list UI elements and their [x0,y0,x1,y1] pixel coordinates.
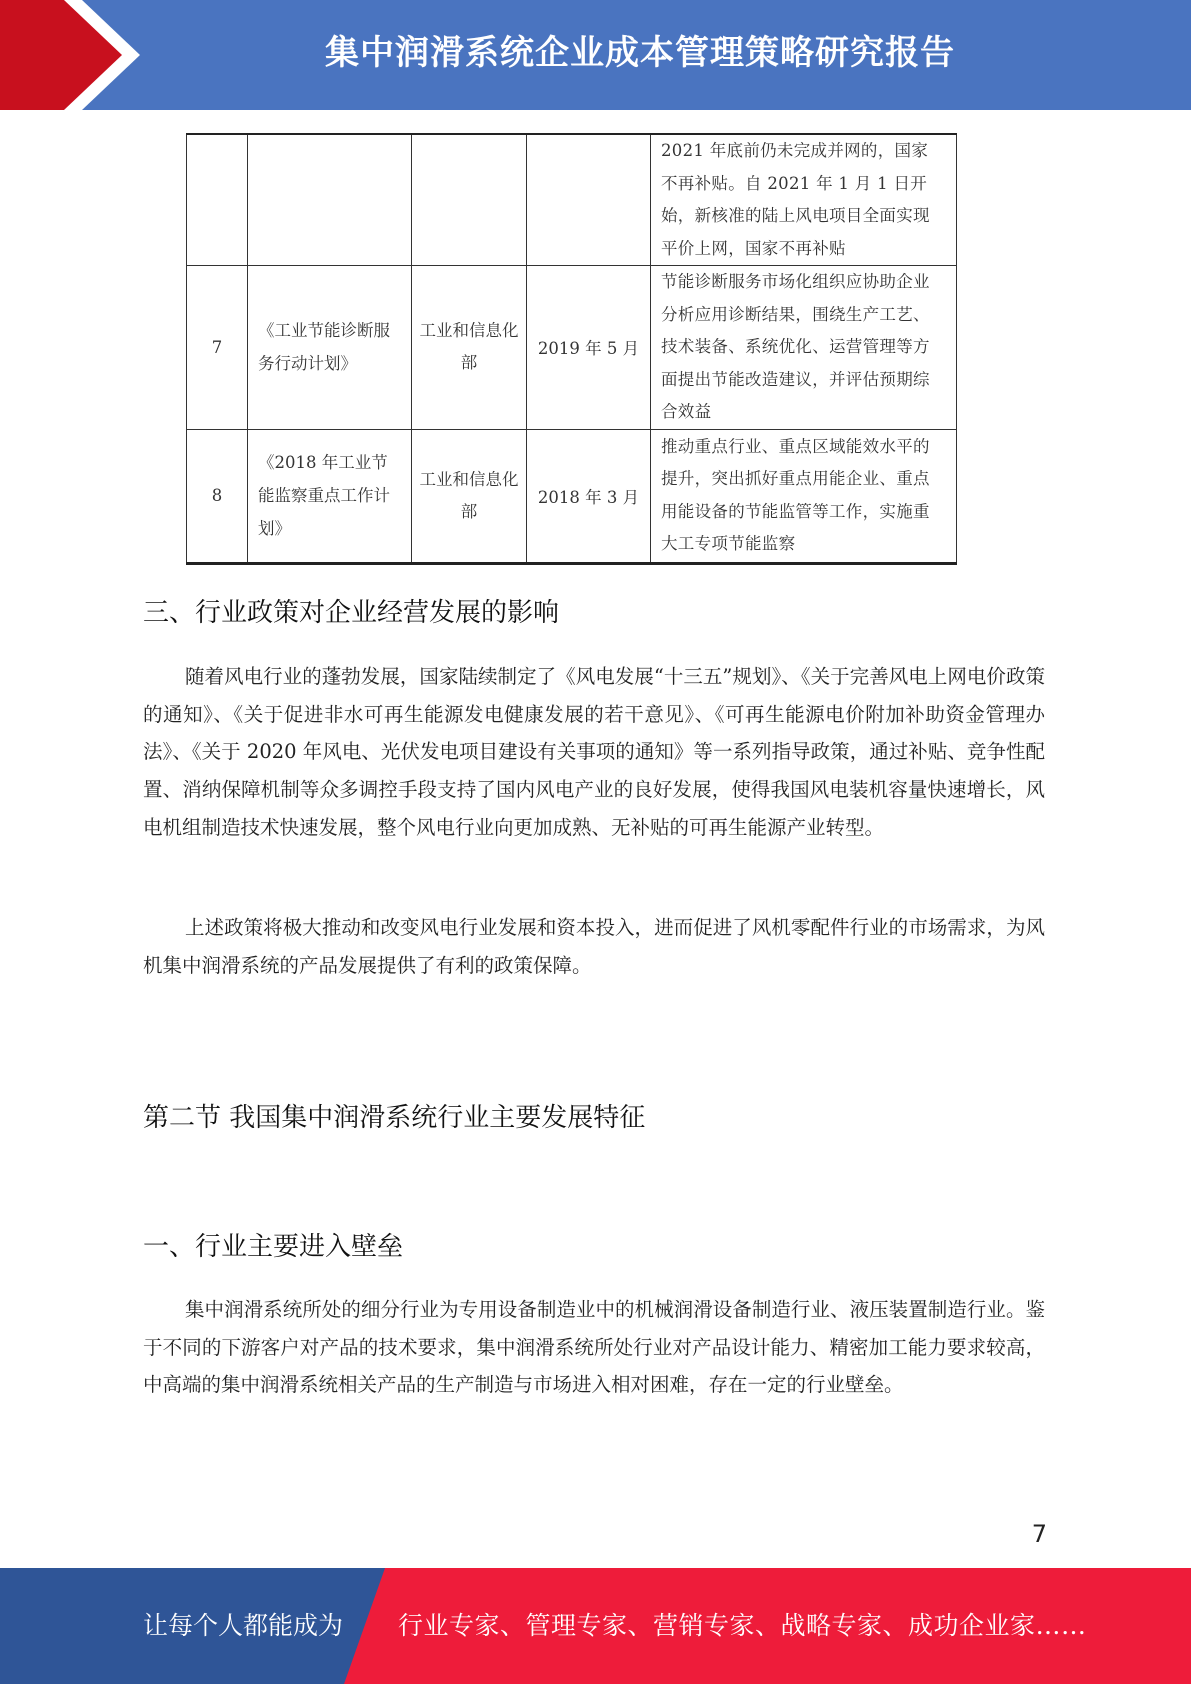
paragraph: 集中润滑系统所处的细分行业为专用设备制造业中的机械润滑设备制造行业、液压装置制造行业。鉴于不同的下游客户对产品的技术要求，集中润滑系统所处行业对产品设计能力、精密加工能力要求较高，中高端的集中润滑系统相关产品的生产制造与市场进入相对困难，存在一定的行业壁垒。 [143,1298,1045,1397]
table-cell-policy-name: 《工业节能诊断服务行动计划》 [248,266,412,430]
table-cell-content: 节能诊断服务市场化组织应协助企业分析应用诊断结果，围绕生产工艺、技术装备、系统优化、运营管理等方面提出节能改造建议，并评估预期综合效益 [651,266,957,430]
report-title: 集中润滑系统企业成本管理策略研究报告 [325,33,955,73]
table-cell-policy-name: 《2018 年工业节能监察重点工作计划》 [248,429,412,563]
table-cell-department [412,134,527,266]
table-cell-number: 8 [187,429,248,563]
page-number: 7 [1031,1520,1047,1548]
paragraph: 上述政策将极大推动和改变风电行业发展和资本投入，进而促进了风机零配件行业的市场需求，为风机集中润滑系统的产品发展提供了有利的政策保障。 [143,916,1045,977]
policy-table [186,133,957,565]
chapter-heading: 第二节 我国集中润滑系统行业主要发展特征 [143,1103,646,1133]
table-row [187,134,957,266]
table-cell-date: 2019 年 5 月 [527,266,651,430]
paragraph: 随着风电行业的蓬勃发展，国家陆续制定了《风电发展“十三五”规划》、《关于完善风电上网电价政策的通知》、《关于促进非水可再生能源发电健康发展的若干意见》、《可再生能源电价附加补助资金管理办法》、《关于 2020 年风电、光伏发电项目建设有关事项的通知》等一系列指导政策，通过补贴、竞争性配置、消纳保障机制等众多调控手段支持了国内风电产业的良好发展，使得我国风电装机容量快速增长，风电机组制造技术快速发展，整个风电行业向更加成熟、无补贴的可再生能源产业转型。 [143,665,1045,839]
table-cell-content: 2021 年底前仍未完成并网的，国家不再补贴。自 2021 年 1 月 1 日开始，新核准的陆上风电项目全面实现平价上网，国家不再补贴 [651,134,957,266]
table-cell-number: 7 [187,266,248,430]
footer-slogan-right: 行业专家、管理专家、营销专家、战略专家、成功企业家…… [398,1611,1087,1640]
table-cell-policy-name [248,134,412,266]
table-row [187,429,957,563]
page-footer [0,1568,1191,1684]
section-heading-entry-barriers: 一、行业主要进入壁垒 [143,1232,404,1262]
table-cell-department: 工业和信息化部 [412,429,527,563]
footer-slogan-left: 让每个人都能成为 [143,1611,344,1640]
table-cell-department: 工业和信息化部 [412,266,527,430]
table-cell-date [527,134,651,266]
table-row [187,266,957,430]
table-cell-date: 2018 年 3 月 [527,429,651,563]
page-header [0,0,1191,110]
table-cell-content: 推动重点行业、重点区域能效水平的提升，突出抓好重点用能企业、重点用能设备的节能监管等工作，实施重大工专项节能监察 [651,429,957,563]
section-heading-policy-impact: 三、行业政策对企业经营发展的影响 [143,598,560,628]
header-arrow-decoration [0,0,160,110]
table-cell-number [187,134,248,266]
